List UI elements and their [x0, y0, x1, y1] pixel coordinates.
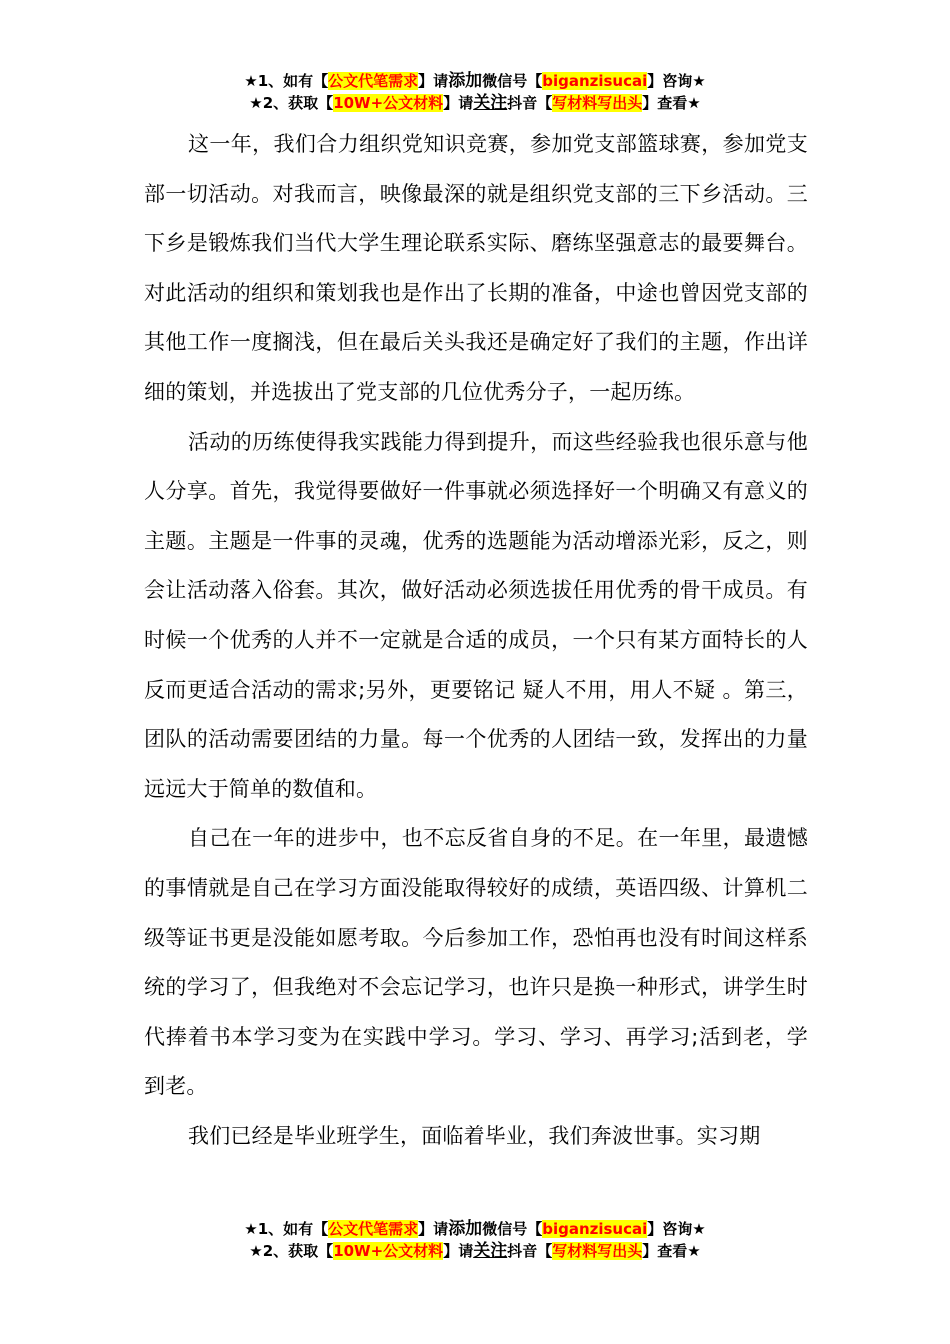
- banner-text: 】咨询★: [647, 72, 706, 90]
- highlight-wechat-id: biganzisucai: [542, 1220, 648, 1238]
- banner-line-2: [0, 92, 950, 114]
- banner-text: 】咨询★: [647, 1220, 706, 1238]
- highlight-service: 公文代笔需求: [328, 1220, 419, 1238]
- document-body: [144, 120, 808, 1161]
- emphasis-word: 关注: [473, 93, 508, 113]
- banner-text: 】查看★: [642, 1242, 701, 1260]
- banner-text: ★1、如有【: [244, 72, 329, 90]
- banner-text: 】请: [443, 1242, 474, 1260]
- banner-text: ★2、获取【: [249, 1242, 334, 1260]
- banner-text: ★2、获取【: [249, 94, 334, 112]
- highlight-douyin-account: 写材料写出头: [552, 1242, 643, 1260]
- banner-text: ★1、如有【: [244, 1220, 329, 1238]
- banner-line-2: [0, 1240, 950, 1262]
- highlight-service: 公文代笔需求: [328, 72, 419, 90]
- banner-text: 微信号【: [482, 72, 543, 90]
- paragraph: 活动的历练使得我实践能力得到提升，而这些经验我也很乐意与他人分享。首先，我觉得要做好一件事就必须选择好一个明确又有意义的主题。主题是一件事的灵魂，优秀的选题能为活动增添光彩，反之，则会让活动落入俗套。其次，做好活动必须选拔任用优秀的骨干成员。有时候一个优秀的人并不一定就是合适的成员，一个只有某方面特长的人反而更适合活动的需求;另外，更要铭记 疑人不用，用人不疑 。第三，团队的活动需要团结的力量。每一个优秀的人团结一致，发挥出的力量远远大于简单的数值和。: [144, 429, 808, 801]
- banner-text: 抖音【: [507, 1242, 553, 1260]
- paragraph: 这一年，我们合力组织党知识竞赛，参加党支部篮球赛，参加党支部一切活动。对我而言，映像最深的就是组织党支部的三下乡活动。三下乡是锻炼我们当代大学生理论联系实际、磨练坚强意志的最要舞台。对此活动的组织和策划我也是作出了长期的准备，中途也曾因党支部的其他工作一度搁浅，但在最后关头我还是确定好了我们的主题，作出详细的策划，并选拔出了党支部的几位优秀分子，一起历练。: [144, 132, 808, 404]
- banner-line-1: [0, 1218, 950, 1240]
- paragraph: 自己在一年的进步中，也不忘反省自身的不足。在一年里，最遗憾的事情就是自己在学习方面没能取得较好的成绩，英语四级、计算机二级等证书更是没能如愿考取。今后参加工作，恐怕再也没有时间这样系统的学习了，但我绝对不会忘记学习，也许只是换一种形式，讲学生时代捧着书本学习变为在实践中学习。学习、学习、再学习;活到老，学到老。: [144, 826, 808, 1099]
- highlight-douyin-account: 写材料写出头: [552, 94, 643, 112]
- banner-text: 】请: [418, 72, 449, 90]
- paragraph: 我们已经是毕业班学生，面临着毕业，我们奔波世事。实习期: [188, 1123, 761, 1148]
- banner-text: 】查看★: [642, 94, 701, 112]
- banner-line-1: [0, 70, 950, 92]
- emphasis-word: 关注: [473, 1241, 508, 1261]
- highlight-wechat-id: biganzisucai: [542, 72, 648, 90]
- header-banner: [0, 70, 950, 114]
- banner-text: 】请: [443, 94, 474, 112]
- footer-banner: [0, 1218, 950, 1262]
- banner-text: 】请: [418, 1220, 449, 1238]
- banner-text: 抖音【: [507, 94, 553, 112]
- emphasis-word: 添加: [448, 71, 483, 91]
- highlight-materials: 10W+公文材料: [333, 94, 444, 112]
- banner-text: 微信号【: [482, 1220, 543, 1238]
- emphasis-word: 添加: [448, 1219, 483, 1239]
- highlight-materials: 10W+公文材料: [333, 1242, 444, 1260]
